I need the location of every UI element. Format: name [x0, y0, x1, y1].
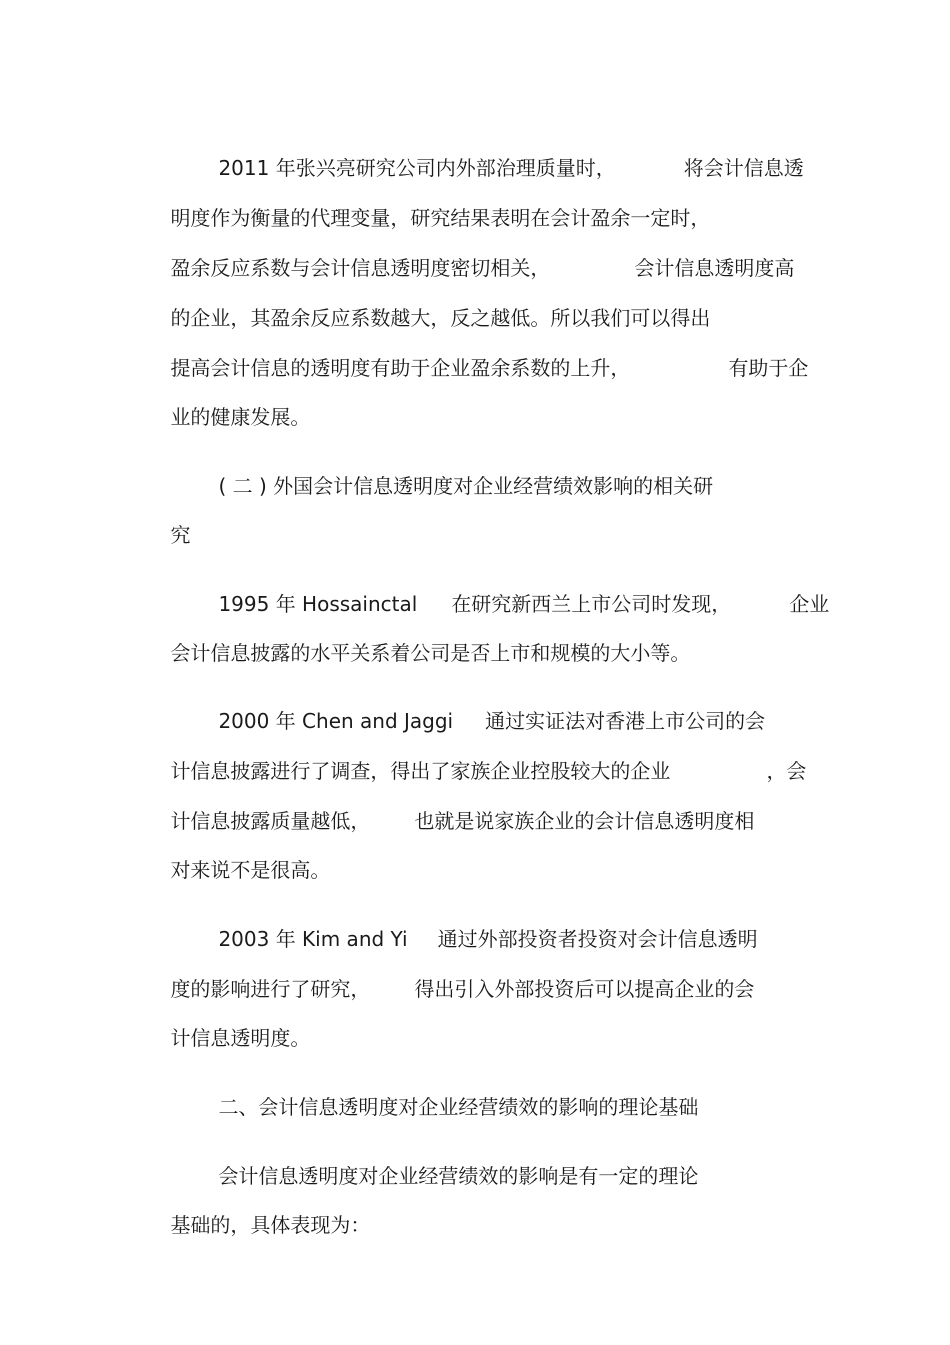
text-segment: 的企业，其盈余反应系数越大，反之越低。所以我们可以得出 — [170, 306, 711, 330]
text-segment: 企业 — [789, 592, 830, 616]
text-segment: 提高会计信息的透明度有助于企业盈余系数的上升， — [170, 356, 631, 380]
text-segment: 盈余反应系数与会计信息透明度密切相关， — [170, 256, 551, 280]
text-line — [145, 831, 330, 909]
text-segment: 会计信息透明度对企业经营绩效的影响是有一定的理论 — [218, 1164, 699, 1188]
text-segment: 会计信息透明度高 — [634, 256, 795, 280]
text-segment: 度的影响进行了研究， — [170, 977, 371, 1001]
text-segment: 在研究新西兰上市公司时发现， — [451, 592, 732, 616]
text-segment: 得出引入外部投资后可以提高企业的会 — [414, 977, 755, 1001]
text-segment: 也就是说家族企业的会计信息透明度相 — [414, 809, 755, 833]
text-segment: 2003 年 Kim and Yi — [218, 927, 408, 951]
text-segment: 计信息披露质量越低， — [170, 809, 371, 833]
text-segment: 计信息透明度。 — [170, 1026, 311, 1050]
text-segment: 计信息披露进行了调查，得出了家族企业控股较大的企业 — [170, 759, 671, 783]
section-heading-line — [193, 1068, 698, 1146]
text-segment: 通过实证法对香港上市公司的会 — [485, 709, 766, 733]
text-line — [145, 614, 690, 692]
text-segment: 会计信息披露的水平关系着公司是否上市和规模的大小等。 — [170, 641, 691, 665]
text-segment: 业的健康发展。 — [170, 405, 311, 429]
text-segment: 明度作为衡量的代理变量，研究结果表明在会计盈余一定时， — [170, 206, 711, 230]
text-line — [145, 378, 310, 456]
text-segment: ，会 — [766, 759, 807, 783]
text-segment: 1995 年 Hossainctal — [218, 592, 418, 616]
section-heading: 究 — [170, 523, 191, 547]
text-segment: 基础的，具体表现为： — [170, 1213, 371, 1237]
text-segment: 将会计信息透 — [683, 156, 804, 180]
section-heading-line — [193, 447, 713, 525]
text-segment: 对来说不是很高。 — [170, 858, 331, 882]
text-line — [145, 1186, 370, 1264]
section-heading: 二、会计信息透明度对企业经营绩效的影响的理论基础 — [218, 1095, 699, 1119]
text-segment: 2000 年 Chen and Jaggi — [218, 709, 454, 733]
text-line — [145, 999, 310, 1077]
text-segment: 有助于企 — [728, 356, 809, 380]
section-heading-line — [145, 496, 190, 574]
text-segment: 通过外部投资者投资对会计信息透明 — [437, 927, 758, 951]
text-segment: 2011 年张兴亮研究公司内外部治理质量时， — [218, 156, 616, 180]
section-heading: ( 二 ) 外国会计信息透明度对企业经营绩效影响的相关研 — [218, 474, 714, 498]
